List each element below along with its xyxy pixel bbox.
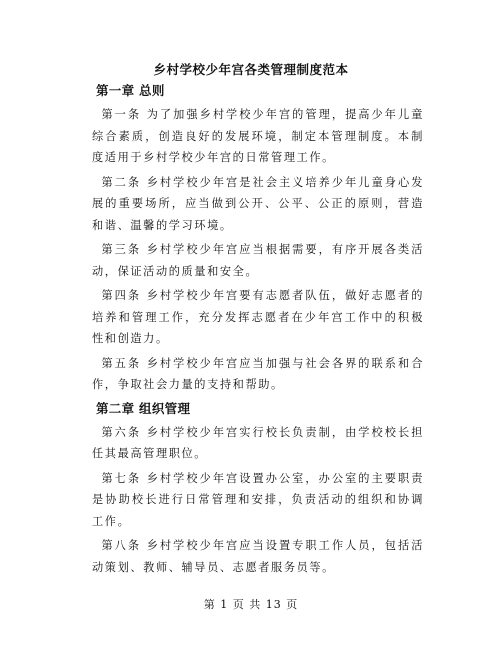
paragraph: [92, 104, 424, 169]
chapter-heading: 第一章 总则: [96, 83, 165, 98]
document-body: [92, 81, 424, 581]
paragraph-text: 第八条 乡村学校少年宫应当设置专职工作人员，包括活动策划、教师、辅导员、志愿者服务员等。: [92, 539, 424, 574]
document-title: 乡村学校少年宫各类管理制度范本: [153, 62, 349, 77]
paragraph: [92, 353, 424, 396]
paragraph: [92, 172, 424, 237]
paragraph: [92, 285, 424, 350]
chapter-heading: 第二章 组织管理: [96, 400, 191, 416]
paragraph: [92, 239, 424, 282]
paragraph-text: 第五条 乡村学校少年宫应当加强与社会各界的联系和合作，争取社会力量的支持和帮助。: [92, 356, 424, 391]
paragraph-text: 第六条 乡村学校少年宫实行校长负责制，由学校校长担任其最高管理职位。: [92, 425, 424, 460]
paragraph: [92, 535, 424, 578]
paragraph-text: 第二条 乡村学校少年宫是社会主义培养少年儿童身心发展的重要场所，应当做到公开、公平、公正的原则，营造和谐、温馨的学习环境。: [92, 175, 424, 232]
page-footer: 第 1 页 共 13 页: [203, 598, 299, 611]
paragraph-text: 第七条 乡村学校少年宫设置办公室，办公室的主要职责是协助校长进行日常管理和安排，负责活动的组织和协调工作。: [92, 471, 424, 528]
paragraph-text: 第三条 乡村学校少年宫应当根据需要，有序开展各类活动，保证活动的质量和安全。: [92, 243, 424, 278]
paragraph-text: 第一条 为了加强乡村学校少年宫的管理，提高少年儿童综合素质，创造良好的发展环境，制定本管理制度。本制度适用于乡村学校少年宫的日常管理工作。: [92, 108, 424, 164]
paragraph: [92, 422, 424, 465]
paragraph: [92, 468, 424, 533]
paragraph-text: 第四条 乡村学校少年宫要有志愿者队伍，做好志愿者的培养和管理工作，充分发挥志愿者在少年宫工作中的积极性和创造力。: [92, 289, 424, 345]
